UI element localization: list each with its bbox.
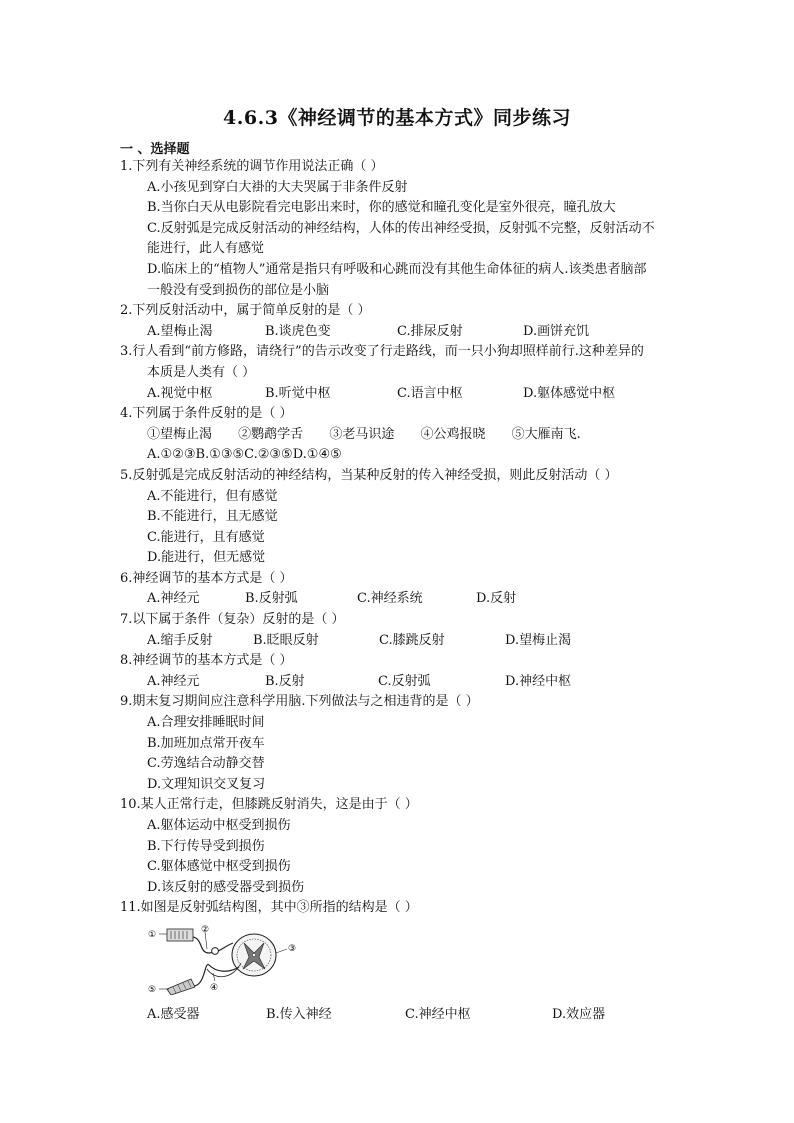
question-1 (120, 157, 710, 301)
question-stem: 2.下列反射活动中，属于简单反射的是（ ） (120, 303, 371, 319)
option-b: B.反射 (265, 673, 305, 689)
item-2: ②鹦鹉学舌 (238, 426, 304, 442)
ganglion-icon (212, 948, 219, 955)
option-b: B.谈虎色变 (265, 323, 331, 339)
question-8 (120, 651, 710, 692)
item-5: ⑤大雁南飞. (511, 426, 581, 442)
option-b: B.下行传导受到损伤 (147, 838, 265, 854)
section-heading: 一 、选择题 (120, 142, 190, 157)
label-4: ④ (210, 982, 219, 993)
question-stem: 6.神经调节的基本方式是（ ） (120, 570, 293, 586)
option-c: C.语言中枢 (397, 385, 463, 401)
question-11 (120, 898, 710, 1025)
option-a: A.望梅止渴 (147, 323, 213, 339)
option-d: D.神经中枢 (505, 673, 572, 689)
question-stem: 4.下列属于条件反射的是（ ） (120, 406, 293, 422)
question-stem: 9.期末复习期间应注意科学用脑.下列做法与之相违背的是（ ） (120, 694, 479, 710)
option-d: D.反射 (476, 591, 517, 607)
option-a: A.感受器 (147, 1006, 200, 1022)
option-d: D.该反射的感受器受到损伤 (147, 879, 305, 895)
question-10 (120, 795, 710, 898)
question-6 (120, 569, 710, 610)
option-c: C.排尿反射 (397, 323, 463, 339)
question-stem: 7.以下属于条件（复杂）反射的是（ ） (120, 612, 345, 628)
option-c-continued: 能进行，此人有感觉 (147, 241, 265, 257)
question-list (120, 157, 710, 1025)
option-c: C.膝跳反射 (379, 632, 445, 648)
options-row (120, 672, 710, 693)
question-7 (120, 610, 710, 651)
options-row (120, 589, 710, 610)
label-1: ① (148, 929, 157, 940)
option-d: D.望梅止渴 (505, 632, 572, 648)
effector-icon (167, 979, 195, 995)
option-a: A.神经元 (147, 591, 200, 607)
option-b: B.当你白天从电影院看完电影出来时，你的感觉和瞳孔变化是室外很亮，瞳孔放大 (147, 200, 616, 216)
question-stem-continued: 本质是人类有（ ） (147, 364, 256, 380)
option-c: C.反射弧是完成反射活动的神经结构，人体的传出神经受损，反射弧不完整，反射活动不 (147, 220, 655, 236)
leader-line (276, 949, 287, 953)
option-d: D.文理知识交叉复习 (147, 776, 266, 792)
option-d-continued: 一般没有受到损伤的部位是小脑 (147, 282, 330, 298)
reflex-arc-diagram (147, 923, 327, 995)
option-b: B.传入神经 (266, 1006, 332, 1022)
question-3 (120, 342, 710, 404)
label-2: ② (201, 924, 210, 935)
item-list (120, 425, 710, 446)
option-d: D.画饼充饥 (523, 323, 590, 339)
option-a: A.缩手反射 (147, 632, 213, 648)
item-3: ③老马识途 (329, 426, 395, 442)
option-c: C.劳逸结合动静交替 (147, 756, 265, 772)
option-a: A.不能进行，但有感觉 (147, 488, 278, 504)
item-4: ④公鸡报晓 (420, 426, 486, 442)
question-stem: 8.神经调节的基本方式是（ ） (120, 653, 293, 669)
option-d: D.效应器 (552, 1006, 606, 1022)
option-c: C.躯体感觉中枢受到损伤 (147, 859, 291, 875)
option-d: D.临床上的“植物人”通常是指只有呼吸和心跳而没有其他生命体征的病人.该类患者脑部 (147, 261, 647, 277)
question-stem: 3.行人看到“前方修路，请绕行”的告示改变了行走路线，而一只小狗却照样前行.这种差异的 (120, 344, 644, 360)
options-row (120, 631, 710, 652)
answer-options: A.①②③B.①③⑤C.②③⑤D.①④⑤ (147, 447, 342, 463)
option-c: C.能进行，且有感觉 (147, 529, 265, 545)
question-stem: 11.如图是反射弧结构图，其中③所指的结构是（ ） (120, 900, 418, 916)
option-a: A.神经元 (147, 673, 200, 689)
option-d: D.能进行，但无感觉 (147, 550, 266, 566)
label-5: ⑤ (148, 984, 157, 995)
option-c: C.神经系统 (357, 591, 423, 607)
receptor-icon (167, 929, 193, 941)
question-5 (120, 466, 710, 569)
options-row (120, 322, 710, 343)
option-b: B.眨眼反射 (253, 632, 319, 648)
question-stem: 10.某人正常行走，但膝跳反射消失，这是由于（ ） (120, 797, 418, 813)
option-b: B.加班加点常开夜车 (147, 735, 265, 751)
option-b: B.听觉中枢 (265, 385, 331, 401)
leader-line (213, 973, 215, 981)
label-3: ③ (288, 943, 297, 954)
option-b: B.反射弧 (245, 591, 298, 607)
question-stem: 5.反射弧是完成反射活动的神经结构，当某种反射的传入神经受损，则此反射活动（ ） (120, 467, 618, 483)
option-a: A.合理安排睡眠时间 (147, 715, 265, 731)
question-9 (120, 692, 710, 795)
page-title: 4.6.3《神经调节的基本方式》同步练习 (223, 107, 571, 129)
option-c: C.反射弧 (378, 673, 431, 689)
options-row (120, 1005, 710, 1026)
option-a: A.视觉中枢 (147, 385, 213, 401)
options-row (120, 384, 710, 405)
spinal-cord-icon (232, 934, 276, 976)
option-a: A.躯体运动中枢受到损伤 (147, 818, 291, 833)
question-stem: 1.下列有关神经系统的调节作用说法正确（ ） (120, 159, 384, 174)
question-4 (120, 404, 710, 466)
item-1: ①望梅止渴 (147, 426, 213, 442)
question-2 (120, 301, 710, 342)
option-b: B.不能进行，且无感觉 (147, 509, 278, 525)
option-a: A.小孩见到穿白大褂的大夫哭属于非条件反射 (147, 179, 408, 195)
option-d: D.躯体感觉中枢 (523, 385, 616, 401)
option-c: C.神经中枢 (405, 1006, 471, 1022)
